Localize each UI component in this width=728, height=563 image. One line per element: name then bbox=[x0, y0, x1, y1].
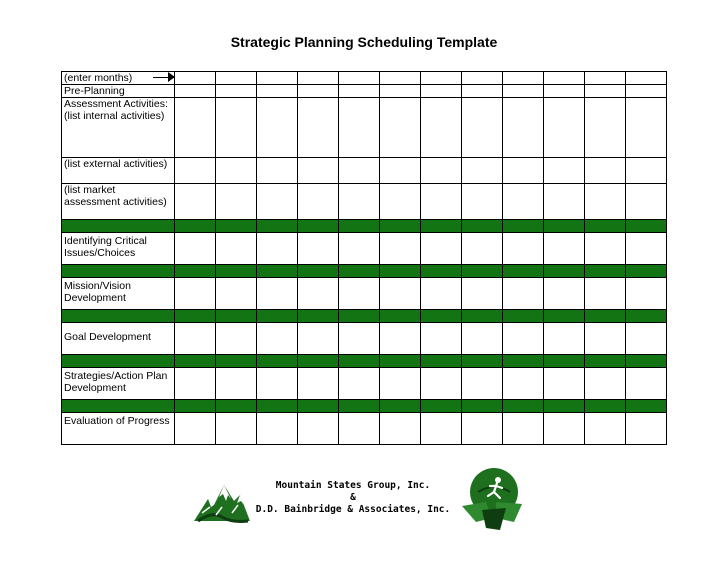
separator-cell bbox=[585, 310, 626, 323]
month-cell[interactable] bbox=[298, 72, 339, 85]
schedule-cell[interactable] bbox=[339, 323, 380, 355]
separator-cell bbox=[503, 265, 544, 278]
month-header-label[interactable] bbox=[62, 72, 175, 85]
schedule-cell[interactable] bbox=[626, 413, 667, 445]
schedule-cell[interactable] bbox=[462, 98, 503, 158]
row-label: Strategies/Action Plan Development bbox=[62, 368, 175, 400]
separator-cell bbox=[544, 220, 585, 233]
separator-cell bbox=[421, 310, 462, 323]
month-cell[interactable] bbox=[421, 72, 462, 85]
schedule-cell[interactable] bbox=[585, 278, 626, 310]
schedule-cell[interactable] bbox=[298, 98, 339, 158]
separator-cell bbox=[339, 310, 380, 323]
schedule-cell[interactable] bbox=[298, 233, 339, 265]
separator-cell bbox=[503, 310, 544, 323]
row-label: Assessment Activities: (list internal activities) bbox=[62, 98, 175, 158]
row-label: Mission/Vision Development bbox=[62, 278, 175, 310]
row-label: Identifying Critical Issues/Choices bbox=[62, 233, 175, 265]
separator-cell bbox=[298, 355, 339, 368]
schedule-cell[interactable] bbox=[544, 158, 585, 184]
schedule-cell[interactable] bbox=[216, 323, 257, 355]
separator-cell bbox=[298, 265, 339, 278]
schedule-cell[interactable] bbox=[380, 158, 421, 184]
separator-cell bbox=[503, 355, 544, 368]
schedule-cell[interactable] bbox=[175, 413, 216, 445]
separator-cell bbox=[216, 220, 257, 233]
schedule-cell[interactable] bbox=[257, 158, 298, 184]
separator-cell bbox=[421, 400, 462, 413]
schedule-cell[interactable] bbox=[421, 233, 462, 265]
schedule-cell[interactable] bbox=[585, 413, 626, 445]
footer bbox=[0, 462, 728, 542]
row-identifying-critical-issues-choices bbox=[62, 233, 667, 265]
separator-cell bbox=[462, 265, 503, 278]
separator-cell bbox=[175, 265, 216, 278]
separator-cell bbox=[62, 310, 175, 323]
row-evaluation-of-progress bbox=[62, 413, 667, 445]
separator-cell bbox=[626, 265, 667, 278]
separator-cell bbox=[175, 220, 216, 233]
separator-cell bbox=[503, 400, 544, 413]
separator-cell bbox=[62, 265, 175, 278]
separator-cell bbox=[257, 310, 298, 323]
month-cell[interactable] bbox=[585, 72, 626, 85]
separator-cell bbox=[257, 265, 298, 278]
separator-cell bbox=[257, 220, 298, 233]
separator-cell bbox=[503, 220, 544, 233]
separator-cell bbox=[421, 265, 462, 278]
separator-cell bbox=[339, 265, 380, 278]
schedule-cell[interactable] bbox=[175, 184, 216, 220]
schedule-cell[interactable] bbox=[462, 85, 503, 98]
separator-cell bbox=[216, 310, 257, 323]
separator-cell bbox=[380, 400, 421, 413]
separator-cell bbox=[626, 355, 667, 368]
schedule-cell[interactable] bbox=[216, 158, 257, 184]
company-line-1: Mountain States Group, Inc. bbox=[275, 480, 431, 491]
row-label: (list external activities) bbox=[62, 158, 175, 184]
schedule-cell[interactable] bbox=[503, 158, 544, 184]
schedule-cell[interactable] bbox=[462, 368, 503, 400]
row-pre-planning bbox=[62, 85, 667, 98]
separator-cell bbox=[585, 220, 626, 233]
separator-cell bbox=[544, 400, 585, 413]
schedule-cell[interactable] bbox=[380, 368, 421, 400]
month-cell[interactable] bbox=[626, 72, 667, 85]
separator-cell bbox=[298, 400, 339, 413]
company-line-3: D.D. Bainbridge & Associates, Inc. bbox=[255, 504, 451, 515]
separator-cell bbox=[62, 400, 175, 413]
separator-cell bbox=[626, 310, 667, 323]
row-assessment-activities-list-internal-activities bbox=[62, 98, 667, 158]
separator-cell bbox=[339, 220, 380, 233]
separator-cell bbox=[62, 220, 175, 233]
month-cell[interactable] bbox=[257, 72, 298, 85]
separator-cell bbox=[175, 355, 216, 368]
schedule-cell[interactable] bbox=[544, 98, 585, 158]
schedule-cell[interactable] bbox=[544, 278, 585, 310]
schedule-cell[interactable] bbox=[380, 85, 421, 98]
schedule-cell[interactable] bbox=[257, 184, 298, 220]
schedule-cell[interactable] bbox=[339, 278, 380, 310]
schedule-cell[interactable] bbox=[216, 368, 257, 400]
row-strategies-action-plan-development bbox=[62, 368, 667, 400]
separator-cell bbox=[462, 400, 503, 413]
separator-cell bbox=[298, 220, 339, 233]
separator-cell bbox=[339, 400, 380, 413]
schedule-cell[interactable] bbox=[257, 233, 298, 265]
row-label: Goal Development bbox=[62, 323, 175, 355]
green-separator-row bbox=[62, 310, 667, 323]
schedule-cell[interactable] bbox=[503, 85, 544, 98]
month-cell[interactable] bbox=[175, 72, 216, 85]
separator-cell bbox=[462, 310, 503, 323]
separator-cell bbox=[175, 400, 216, 413]
schedule-cell[interactable] bbox=[503, 233, 544, 265]
schedule-cell[interactable] bbox=[216, 98, 257, 158]
company-names bbox=[254, 480, 452, 516]
schedule-cell[interactable] bbox=[175, 158, 216, 184]
schedule-cell[interactable] bbox=[421, 323, 462, 355]
row-label: Pre-Planning bbox=[62, 85, 175, 98]
month-cell[interactable] bbox=[503, 72, 544, 85]
schedule-cell[interactable] bbox=[175, 98, 216, 158]
separator-cell bbox=[216, 265, 257, 278]
page-title: Strategic Planning Scheduling Template bbox=[230, 34, 498, 50]
month-cell[interactable] bbox=[216, 72, 257, 85]
schedule-cell[interactable] bbox=[339, 184, 380, 220]
schedule-cell[interactable] bbox=[421, 85, 462, 98]
schedule-cell[interactable] bbox=[298, 278, 339, 310]
schedule-cell[interactable] bbox=[421, 98, 462, 158]
schedule-cell[interactable] bbox=[257, 85, 298, 98]
schedule-cell[interactable] bbox=[503, 323, 544, 355]
schedule-cell[interactable] bbox=[298, 413, 339, 445]
schedule-cell[interactable] bbox=[216, 85, 257, 98]
schedule-cell[interactable] bbox=[257, 278, 298, 310]
schedule-cell[interactable] bbox=[626, 323, 667, 355]
schedule-cell[interactable] bbox=[380, 184, 421, 220]
schedule-cell[interactable] bbox=[462, 323, 503, 355]
schedule-cell[interactable] bbox=[503, 368, 544, 400]
schedule-cell[interactable] bbox=[380, 98, 421, 158]
schedule-cell[interactable] bbox=[298, 323, 339, 355]
separator-cell bbox=[626, 220, 667, 233]
schedule-cell[interactable] bbox=[544, 233, 585, 265]
schedule-cell[interactable] bbox=[380, 233, 421, 265]
schedule-cell[interactable] bbox=[421, 413, 462, 445]
month-cell[interactable] bbox=[462, 72, 503, 85]
schedule-cell[interactable] bbox=[339, 368, 380, 400]
schedule-cell[interactable] bbox=[585, 323, 626, 355]
schedule-cell[interactable] bbox=[626, 98, 667, 158]
schedule-cell[interactable] bbox=[339, 413, 380, 445]
schedule-cell[interactable] bbox=[585, 158, 626, 184]
month-cell[interactable] bbox=[380, 72, 421, 85]
separator-cell bbox=[339, 355, 380, 368]
schedule-cell[interactable] bbox=[503, 98, 544, 158]
separator-cell bbox=[421, 355, 462, 368]
schedule-cell[interactable] bbox=[298, 368, 339, 400]
schedule-cell[interactable] bbox=[462, 233, 503, 265]
schedule-cell[interactable] bbox=[216, 233, 257, 265]
row-label: Evaluation of Progress bbox=[62, 413, 175, 445]
separator-cell bbox=[544, 265, 585, 278]
mountain-icon bbox=[192, 477, 252, 527]
schedule-cell[interactable] bbox=[421, 278, 462, 310]
schedule-cell[interactable] bbox=[175, 85, 216, 98]
schedule-cell[interactable] bbox=[257, 323, 298, 355]
schedule-cell[interactable] bbox=[544, 368, 585, 400]
schedule-cell[interactable] bbox=[585, 98, 626, 158]
separator-cell bbox=[216, 400, 257, 413]
separator-cell bbox=[380, 355, 421, 368]
separator-cell bbox=[544, 355, 585, 368]
schedule-cell[interactable] bbox=[626, 85, 667, 98]
separator-cell bbox=[585, 265, 626, 278]
separator-cell bbox=[380, 220, 421, 233]
enter-months-text: (enter months) bbox=[64, 72, 133, 84]
green-separator-row bbox=[62, 220, 667, 233]
schedule-cell[interactable] bbox=[257, 368, 298, 400]
separator-cell bbox=[257, 400, 298, 413]
schedule-cell[interactable] bbox=[544, 184, 585, 220]
schedule-cell[interactable] bbox=[175, 368, 216, 400]
globe-runner-icon bbox=[456, 462, 528, 534]
schedule-cell[interactable] bbox=[257, 413, 298, 445]
schedule-cell[interactable] bbox=[380, 323, 421, 355]
schedule-cell[interactable] bbox=[626, 233, 667, 265]
schedule-cell[interactable] bbox=[585, 184, 626, 220]
month-cell[interactable] bbox=[339, 72, 380, 85]
schedule-cell[interactable] bbox=[298, 184, 339, 220]
schedule-cell[interactable] bbox=[257, 98, 298, 158]
schedule-cell[interactable] bbox=[544, 323, 585, 355]
schedule-cell[interactable] bbox=[503, 413, 544, 445]
row-mission-vision-development bbox=[62, 278, 667, 310]
schedule-cell[interactable] bbox=[216, 278, 257, 310]
schedule-cell[interactable] bbox=[298, 85, 339, 98]
schedule-cell[interactable] bbox=[544, 413, 585, 445]
separator-cell bbox=[298, 310, 339, 323]
schedule-cell[interactable] bbox=[380, 278, 421, 310]
row-list-market-assessment-activities bbox=[62, 184, 667, 220]
schedule-cell[interactable] bbox=[462, 413, 503, 445]
separator-cell bbox=[585, 355, 626, 368]
separator-cell bbox=[175, 310, 216, 323]
header-row bbox=[62, 72, 667, 85]
separator-cell bbox=[62, 355, 175, 368]
schedule-cell[interactable] bbox=[421, 184, 462, 220]
schedule-cell[interactable] bbox=[544, 85, 585, 98]
separator-cell bbox=[380, 265, 421, 278]
separator-cell bbox=[257, 355, 298, 368]
schedule-cell[interactable] bbox=[585, 368, 626, 400]
schedule-cell[interactable] bbox=[216, 184, 257, 220]
company-line-2: & bbox=[350, 492, 356, 503]
schedule-cell[interactable] bbox=[626, 368, 667, 400]
schedule-cell[interactable] bbox=[503, 184, 544, 220]
schedule-cell[interactable] bbox=[626, 158, 667, 184]
row-label: (list market assessment activities) bbox=[62, 184, 175, 220]
schedule-cell[interactable] bbox=[216, 413, 257, 445]
separator-cell bbox=[216, 355, 257, 368]
green-separator-row bbox=[62, 265, 667, 278]
schedule-cell[interactable] bbox=[339, 158, 380, 184]
schedule-cell[interactable] bbox=[626, 184, 667, 220]
schedule-cell[interactable] bbox=[175, 278, 216, 310]
schedule-cell[interactable] bbox=[175, 323, 216, 355]
separator-cell bbox=[462, 355, 503, 368]
month-cell[interactable] bbox=[544, 72, 585, 85]
schedule-cell[interactable] bbox=[339, 85, 380, 98]
separator-cell bbox=[626, 400, 667, 413]
schedule-cell[interactable] bbox=[298, 158, 339, 184]
schedule-cell[interactable] bbox=[626, 278, 667, 310]
schedule-cell[interactable] bbox=[462, 158, 503, 184]
schedule-cell[interactable] bbox=[339, 98, 380, 158]
schedule-cell[interactable] bbox=[585, 233, 626, 265]
schedule-cell[interactable] bbox=[462, 184, 503, 220]
schedule-cell[interactable] bbox=[462, 278, 503, 310]
separator-cell bbox=[462, 220, 503, 233]
schedule-cell[interactable] bbox=[585, 85, 626, 98]
green-separator-row bbox=[62, 355, 667, 368]
schedule-cell[interactable] bbox=[380, 413, 421, 445]
schedule-cell[interactable] bbox=[421, 368, 462, 400]
row-list-external-activities bbox=[62, 158, 667, 184]
green-separator-row bbox=[62, 400, 667, 413]
schedule-cell[interactable] bbox=[175, 233, 216, 265]
schedule-table bbox=[61, 71, 667, 445]
separator-cell bbox=[380, 310, 421, 323]
separator-cell bbox=[585, 400, 626, 413]
separator-cell bbox=[544, 310, 585, 323]
schedule-cell[interactable] bbox=[503, 278, 544, 310]
separator-cell bbox=[421, 220, 462, 233]
row-goal-development bbox=[62, 323, 667, 355]
arrow-head-icon bbox=[168, 72, 175, 82]
schedule-cell[interactable] bbox=[421, 158, 462, 184]
schedule-cell[interactable] bbox=[339, 233, 380, 265]
